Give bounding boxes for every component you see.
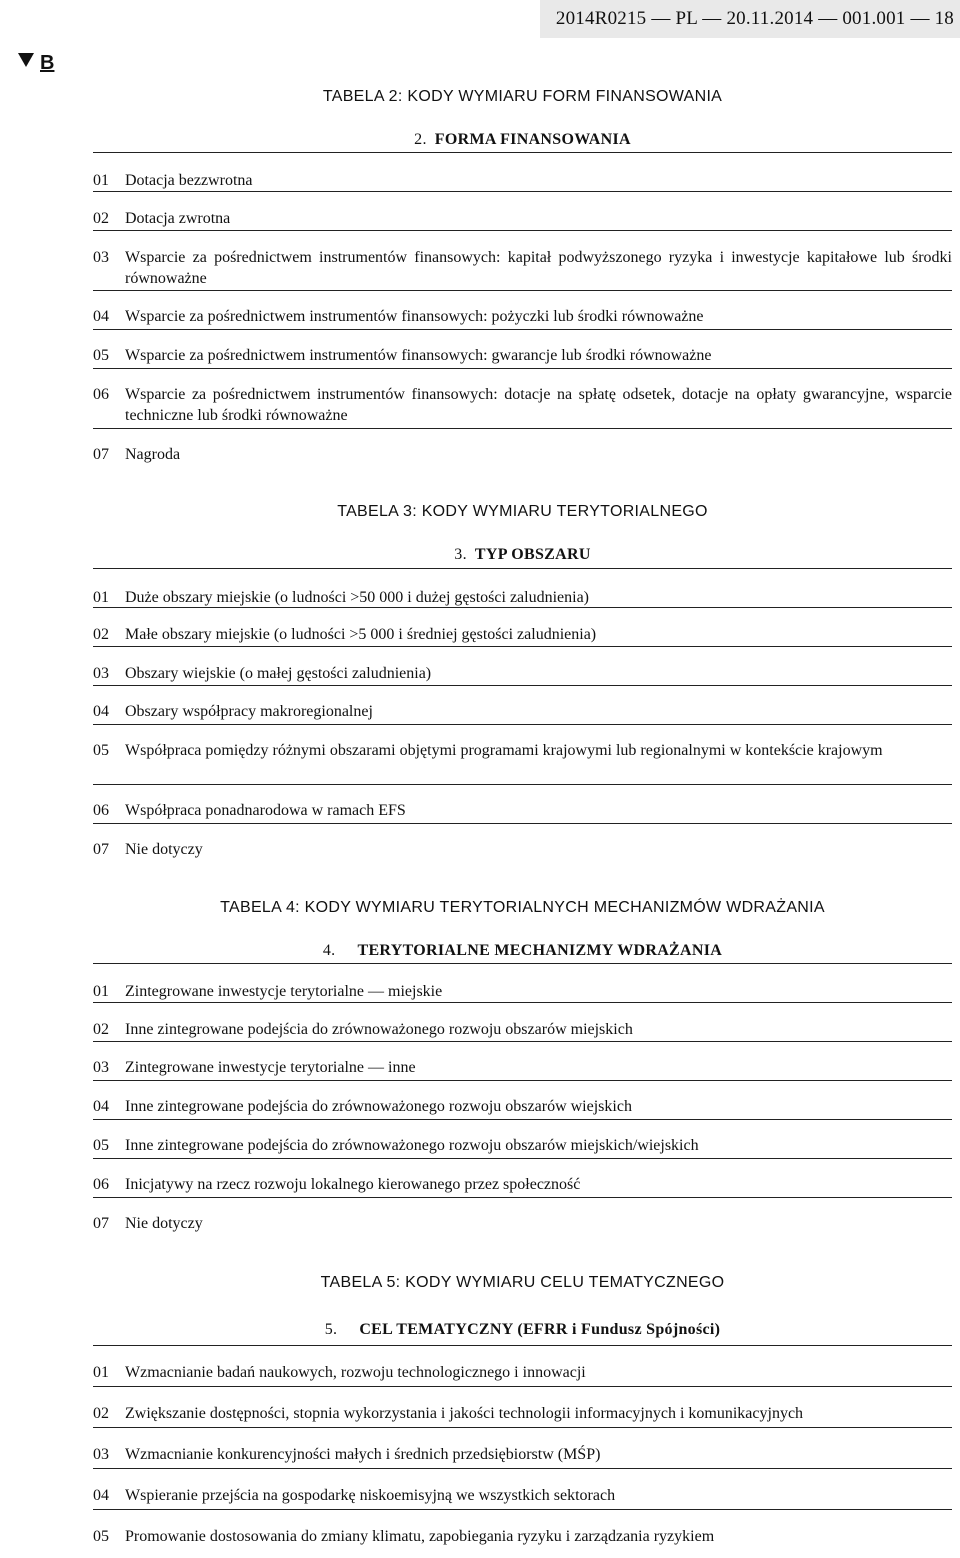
row-code: 06 xyxy=(93,386,109,403)
row-code: 05 xyxy=(93,1137,109,1154)
row-label: Współpraca pomiędzy różnymi obszarami objętymi programami krajowymi lub regionalnymi w kontekście krajowym xyxy=(125,742,883,759)
row-code: 05 xyxy=(93,347,109,364)
table-row xyxy=(93,784,952,823)
table-row xyxy=(93,823,952,862)
row-code: 01 xyxy=(93,172,109,189)
row-code: 07 xyxy=(93,446,109,463)
table-row xyxy=(93,1158,952,1197)
table-3-rows xyxy=(93,568,952,862)
row-code: 01 xyxy=(93,589,109,606)
row-label: Duże obszary miejskie (o ludności >50 000 i dużej gęstości zaludnienia) xyxy=(125,589,590,606)
row-code: 04 xyxy=(93,1098,109,1115)
table-3-heading xyxy=(93,546,952,564)
table-row xyxy=(93,329,952,368)
document-reference-header: 2014R0215 — PL — 20.11.2014 — 001.001 — 18 xyxy=(540,0,960,38)
table-row xyxy=(93,607,952,646)
row-label: Inne zintegrowane podejścia do zrównoważonego rozwoju obszarów wiejskich xyxy=(125,1098,632,1115)
table-row xyxy=(93,428,952,467)
amendment-letter: B xyxy=(40,52,55,74)
row-label: Wsparcie za pośrednictwem instrumentów finansowych: gwarancje lub środki równoważne xyxy=(125,347,712,364)
table-row xyxy=(93,1427,952,1468)
row-code: 04 xyxy=(93,703,109,720)
row-code: 02 xyxy=(93,1405,109,1422)
table-4-title: TABELA 4: KODY WYMIARU TERYTORIALNYCH MECHANIZMÓW WDRAŻANIA xyxy=(220,899,825,916)
table-3-number: 3. xyxy=(454,546,467,563)
row-label: Zwiększanie dostępności, stopnia wykorzystania i jakości technologii informacyjnych i komunikacyjnych xyxy=(125,1405,804,1422)
table-4-heading-text: TERYTORIALNE MECHANIZMY WDRAŻANIA xyxy=(357,942,723,959)
table-3-heading-text: TYP OBSZARU xyxy=(474,546,591,563)
table-2-title: TABELA 2: KODY WYMIARU FORM FINANSOWANIA xyxy=(322,88,723,105)
table-row xyxy=(93,191,952,230)
row-label: Inicjatywy na rzecz rozwoju lokalnego kierowanego przez społeczność xyxy=(125,1176,581,1193)
table-row xyxy=(93,1080,952,1119)
table-row xyxy=(93,290,952,329)
table-row xyxy=(93,568,952,607)
row-code: 07 xyxy=(93,1215,109,1232)
table-row xyxy=(93,1002,952,1041)
table-4-heading xyxy=(93,942,952,960)
table-row xyxy=(93,368,952,428)
table-5-heading xyxy=(93,1321,952,1339)
table-4-rows xyxy=(93,963,952,1236)
row-label: Wspieranie przejścia na gospodarkę niskoemisyjną we wszystkich sektorach xyxy=(125,1487,616,1504)
table-row xyxy=(93,1468,952,1509)
table-row xyxy=(93,1197,952,1236)
row-code: 01 xyxy=(93,1364,109,1381)
row-label: Zintegrowane inwestycje terytorialne — miejskie xyxy=(125,983,443,1000)
row-label: Wsparcie za pośrednictwem instrumentów finansowych: pożyczki lub środki równoważne xyxy=(125,308,704,325)
table-row xyxy=(93,724,952,784)
row-code: 04 xyxy=(93,308,109,325)
table-row xyxy=(93,230,952,290)
table-2-rows xyxy=(93,152,952,467)
row-label: Wzmacnianie badań naukowych, rozwoju technologicznego i innowacji xyxy=(125,1364,586,1381)
row-code: 02 xyxy=(93,1021,109,1038)
row-code: 06 xyxy=(93,1176,109,1193)
row-code: 06 xyxy=(93,802,109,819)
table-2-heading xyxy=(93,131,952,149)
table-row xyxy=(93,1386,952,1427)
table-5-heading-text: CEL TEMATYCZNY (EFRR i Fundusz Spójności) xyxy=(359,1321,721,1338)
row-label: Inne zintegrowane podejścia do zrównoważonego rozwoju obszarów miejskich xyxy=(125,1021,633,1038)
row-code: 05 xyxy=(93,742,109,759)
row-label: Wsparcie za pośrednictwem instrumentów finansowych: dotacje na spłatę odsetek, dotacje na opłaty gwarancyjne, wsparcie techniczne lub środki równoważne xyxy=(125,386,952,424)
row-code: 03 xyxy=(93,665,109,682)
table-2-number: 2. xyxy=(414,131,427,148)
table-row xyxy=(93,1119,952,1158)
row-label: Nie dotyczy xyxy=(125,841,203,858)
row-code: 05 xyxy=(93,1528,109,1545)
row-code: 02 xyxy=(93,626,109,643)
table-row xyxy=(93,1345,952,1386)
table-5-rows xyxy=(93,1345,952,1550)
table-row xyxy=(93,1509,952,1550)
row-label: Nie dotyczy xyxy=(125,1215,203,1232)
table-5-number: 5. xyxy=(324,1321,338,1338)
row-code: 07 xyxy=(93,841,109,858)
row-label: Dotacja zwrotna xyxy=(125,210,231,227)
table-4-number: 4. xyxy=(322,942,336,959)
row-code: 03 xyxy=(93,1446,109,1463)
table-5-title: TABELA 5: KODY WYMIARU CELU TEMATYCZNEGO xyxy=(320,1274,725,1291)
row-label: Nagroda xyxy=(125,446,181,463)
row-code: 03 xyxy=(93,1059,109,1076)
row-code: 01 xyxy=(93,983,109,1000)
table-row xyxy=(93,1041,952,1080)
row-label: Wsparcie za pośrednictwem instrumentów finansowych: kapitał podwyższonego ryzyka i inwestycje kapitałowe lub środki równoważne xyxy=(125,249,952,287)
table-row xyxy=(93,963,952,1002)
row-label: Małe obszary miejskie (o ludności >5 000 i średniej gęstości zaludnienia) xyxy=(125,626,597,643)
row-label: Inne zintegrowane podejścia do zrównoważonego rozwoju obszarów miejskich/wiejskich xyxy=(125,1137,699,1154)
row-code: 04 xyxy=(93,1487,109,1504)
table-3-title: TABELA 3: KODY WYMIARU TERYTORIALNEGO xyxy=(337,503,708,520)
row-label: Zintegrowane inwestycje terytorialne — inne xyxy=(125,1059,416,1076)
row-label: Współpraca ponadnarodowa w ramach EFS xyxy=(125,802,406,819)
row-label: Obszary wiejskie (o małej gęstości zaludnienia) xyxy=(125,665,432,682)
amendment-marker xyxy=(18,52,54,74)
table-row xyxy=(93,646,952,685)
triangle-down-icon xyxy=(18,53,34,67)
row-label: Dotacja bezzwrotna xyxy=(125,172,253,189)
row-code: 03 xyxy=(93,249,109,266)
row-label: Obszary współpracy makroregionalnej xyxy=(125,703,373,720)
row-label: Wzmacnianie konkurencyjności małych i średnich przedsiębiorstw (MŚP) xyxy=(125,1446,601,1463)
table-row xyxy=(93,685,952,724)
table-row xyxy=(93,152,952,191)
row-label: Promowanie dostosowania do zmiany klimatu, zapobiegania ryzyku i zarządzania ryzykiem xyxy=(125,1528,715,1545)
row-code: 02 xyxy=(93,210,109,227)
table-2-heading-text: FORMA FINANSOWANIA xyxy=(434,131,631,148)
